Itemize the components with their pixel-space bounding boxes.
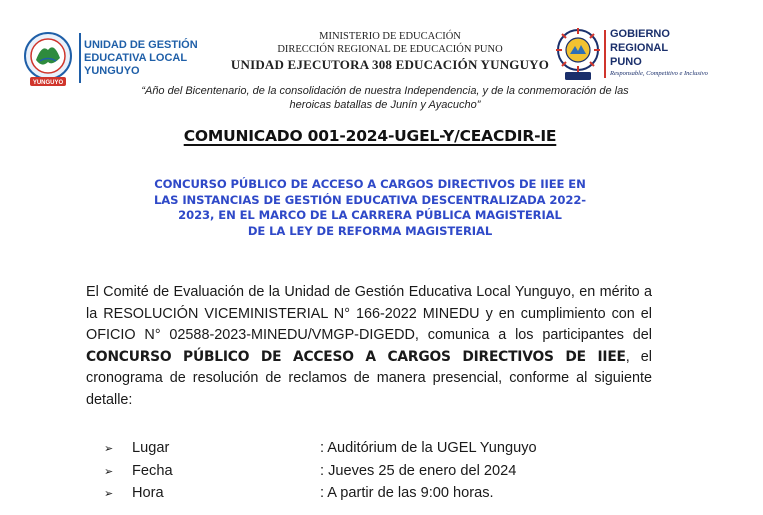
- subtitle-line: LAS INSTANCIAS DE GESTIÓN EDUCATIVA DESCENTRALIZADA 2022-: [153, 192, 587, 207]
- detail-value: : Auditórium de la UGEL Yunguyo: [320, 440, 537, 456]
- gob-line: REGIONAL: [610, 42, 669, 54]
- gobierno-regional-puno-logo: [553, 26, 603, 82]
- document-subtitle: [80, 177, 660, 239]
- schedule-details: [104, 440, 664, 508]
- ugel-line: UNIDAD DE GESTIÓN: [84, 39, 198, 51]
- arrow-bullet-icon: ➢: [104, 443, 114, 455]
- detail-label: Fecha: [132, 462, 173, 479]
- year-motto-line: “Año del Bicentenario, de la consolidación de nuestra Independencia, y de la conmemoración de las: [141, 85, 629, 97]
- subtitle-line: 2023, EN EL MARCO DE LA CARRERA PÚBLICA MAGISTERIAL: [178, 208, 562, 222]
- document-title-text: COMUNICADO 001-2024-UGEL-Y/CEACDIR-IE: [183, 127, 557, 145]
- body-text-bold: CONCURSO PÚBLICO DE ACCESO A CARGOS DIRECTIVOS DE IIEE: [86, 348, 626, 365]
- detail-label: Hora: [132, 485, 164, 501]
- arrow-bullet-icon: ➢: [104, 488, 114, 500]
- logo-left-caption: YUNGUYO: [32, 80, 64, 86]
- arrow-bullet-icon: ➢: [104, 465, 114, 478]
- ugel-line: EDUCATIVA LOCAL: [84, 52, 188, 64]
- detail-value: : A partir de las 9:00 horas.: [320, 485, 494, 501]
- ugel-line: YUNGUYO: [84, 65, 140, 77]
- body-paragraph: [86, 282, 652, 411]
- regional-direction: DIRECCIÓN REGIONAL DE EDUCACIÓN PUNO: [277, 44, 503, 55]
- executing-unit: UNIDAD EJECUTORA 308 EDUCACIÓN YUNGUYO: [230, 57, 550, 72]
- gob-slogan: Responsable, Competitivo e Inclusivo: [610, 70, 708, 77]
- ugel-yunguyo-logo: [18, 30, 78, 88]
- ministry-name: MINISTERIO DE EDUCACIÓN: [319, 31, 461, 42]
- body-text-part2: , el cronograma de resolución de reclamos de manera presencial, conforme al siguiente detalle:: [86, 348, 652, 408]
- detail-row-fecha: [104, 463, 664, 486]
- subtitle-line: DE LA LEY DE REFORMA MAGISTERIAL: [247, 223, 493, 238]
- subtitle-line: CONCURSO PÚBLICO DE ACCESO A CARGOS DIRECTIVOS DE IIEE EN: [154, 177, 586, 191]
- year-motto: [90, 84, 680, 112]
- gob-line: GOBIERNO: [610, 28, 670, 40]
- detail-label: Lugar: [132, 440, 170, 456]
- gob-line: PUNO: [610, 56, 642, 68]
- ugel-name: [84, 39, 204, 78]
- document-title: [70, 127, 670, 145]
- detail-value: : Jueves 25 de enero del 2024: [320, 462, 517, 479]
- header-divider-right: [604, 30, 606, 78]
- institution-header: [190, 30, 590, 73]
- year-motto-line: heroicas batallas de Junín y Ayacucho”: [289, 99, 481, 111]
- detail-row-hora: [104, 485, 664, 508]
- body-text-part1: El Comité de Evaluación de la Unidad de Gestión Educativa Local Yunguyo, en mérito a la RESOLUCIÓN VICEMINISTERIAL N° 166-2022 MINEDU y en cumplimiento con el OFICIO N° 02588-2023-MINEDU/VMGP-DIGEDD, comunica a los participantes del: [86, 284, 652, 343]
- header-divider-left: [79, 33, 81, 83]
- detail-row-lugar: [104, 440, 664, 463]
- gobierno-regional-name: [610, 27, 720, 69]
